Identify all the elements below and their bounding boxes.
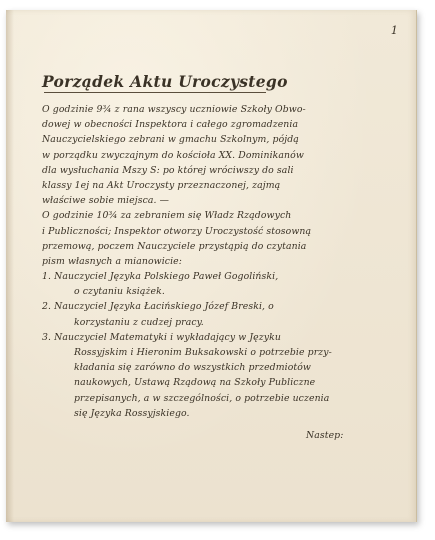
manuscript-line: Rossyjskim i Hieronim Buksakowski o potrzebie przy- (74, 347, 332, 358)
document-title: Porządek Aktu Uroczystego (42, 72, 288, 91)
manuscript-line: klassy 1ej na Akt Uroczysty przeznaczonej, zajmą (42, 179, 281, 191)
catchword-next: Nastep: (306, 430, 344, 441)
manuscript-line: naukowych, Ustawą Rządową na Szkoły Publiczne (74, 377, 316, 389)
manuscript-line: właściwe sobie miejsca. — (42, 195, 170, 207)
page-number: 1 (390, 24, 398, 37)
manuscript-line: dowej w obecności Inspektora i całego zgromadzenia (42, 119, 299, 131)
manuscript-line: w porządku zwyczajnym do kościoła XX. Dominikanów (42, 149, 304, 161)
title-underline (44, 92, 266, 93)
manuscript-line: się Języka Rossyjskiego. (74, 407, 190, 419)
manuscript-line: 3. Nauczyciel Matematyki i wykładający w Języku (42, 331, 281, 343)
manuscript-page (6, 10, 417, 522)
manuscript-line: 2. Nauczyciel Języka Łacińskiego Józef Breski, o (42, 301, 274, 313)
manuscript-body (42, 102, 382, 421)
manuscript-line: 1. Nauczyciel Języka Polskiego Paweł Gogoliński, (42, 271, 279, 283)
manuscript-line: kładania się zarówno do wszystkich przedmiotów (74, 362, 311, 374)
manuscript-line: o czytaniu książek. (74, 286, 165, 298)
manuscript-line: przepisanych, a w szczególności, o potrzebie uczenia (74, 392, 330, 404)
manuscript-line: przemową, poczem Nauczyciele przystąpią do czytania (42, 240, 307, 252)
manuscript-line: pism własnych a mianowicie: (42, 255, 183, 267)
page-spine-shadow (6, 10, 14, 522)
manuscript-line: Nauczycielskiego zebrani w gmachu Szkolnym, pójdą (42, 134, 299, 146)
manuscript-line: korzystaniu z cudzej pracy. (74, 316, 204, 328)
manuscript-line: O godzinie 9¾ z rana wszyscy uczniowie Szkoły Obwo- (42, 104, 306, 115)
manuscript-line: i Publiczności; Inspektor otworzy Uroczystość stosowną (42, 225, 312, 237)
manuscript-line: dla wysłuchania Mszy S: po której wróciwszy do sali (42, 164, 294, 176)
manuscript-line: O godzinie 10¾ za zebraniem się Władz Rządowych (42, 210, 292, 222)
